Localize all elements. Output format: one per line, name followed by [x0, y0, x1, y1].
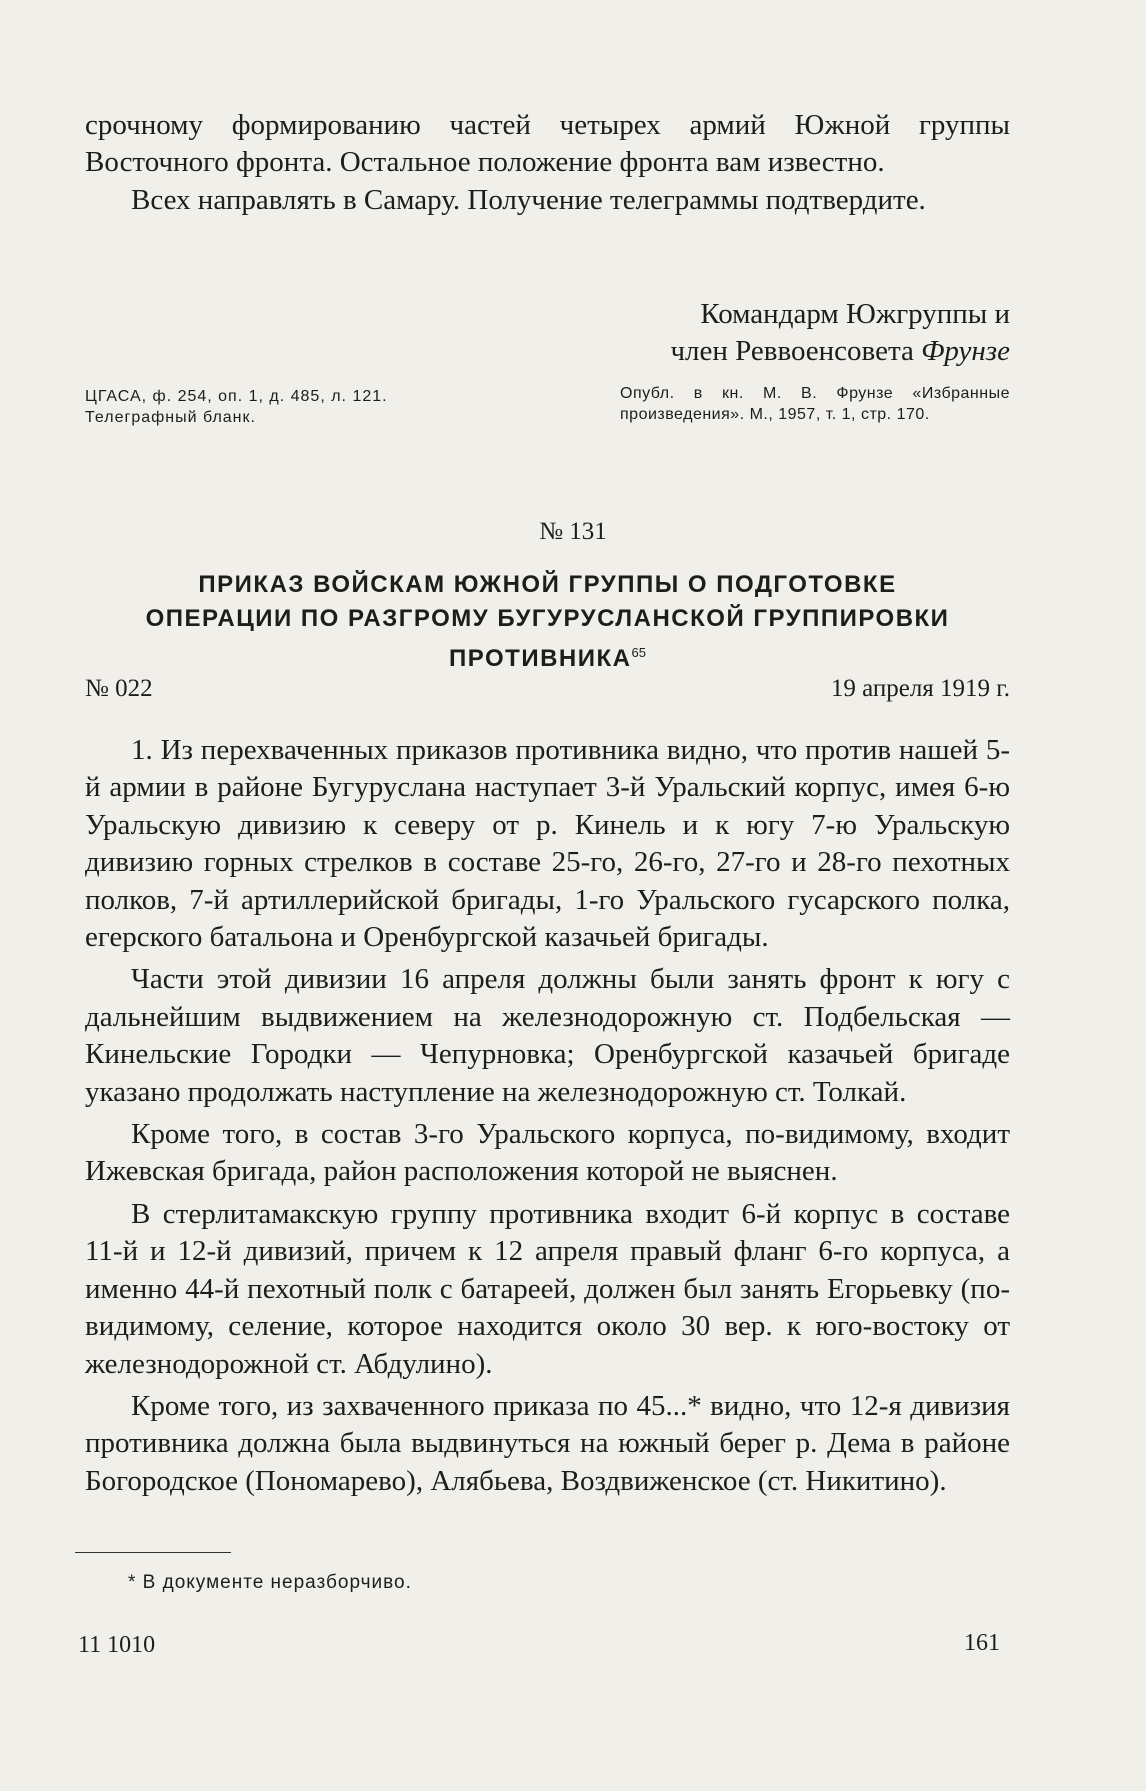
paragraph: В стерлитамакскую группу противника входит 6-й корпус в составе 11-й и 12-й дивизий, причем к 12 апреля правый фланг 6-го корпуса, а именно 44-й пехотный полк с батареей, должен был занять Егорьевку (по-видимому, селение, которое находится около 30 вер. к юго-востоку от железнодорожной ст. Абдулино). — [85, 1197, 1010, 1380]
top-text — [85, 107, 1010, 219]
signature-name: Фрунзе — [921, 335, 1010, 367]
signature-line-1: Командарм Южгруппы и — [700, 298, 1010, 330]
signature-title: член Реввоенсовета — [670, 335, 914, 367]
title-line-1: ПРИКАЗ ВОЙСКАМ ЮЖНОЙ ГРУППЫ О ПОДГОТОВКЕ — [198, 571, 897, 598]
order-body — [85, 732, 1010, 1505]
publication-reference: Опубл. в кн. М. В. Фрунзе «Избранные произведения». М., 1957, т. 1, стр. 170. — [620, 385, 1010, 423]
archive-reference-line-1: ЦГАСА, ф. 254, оп. 1, д. 485, л. 121. — [85, 388, 388, 405]
archive-reference-line-2: Телеграфный бланк. — [85, 409, 256, 426]
order-date: 19 апреля 1919 г. — [830, 675, 1010, 702]
paragraph: Всех направлять в Самару. Получение телеграммы подтвердите. — [131, 183, 926, 216]
signature-line-2 — [670, 333, 1010, 370]
paragraph: Кроме того, из захваченного приказа по 45...* видно, что 12-я дивизия противника должна была выдвинуться на южный берег р. Дема в районе Богородское (Пономарево), Алябьева, Воздвиженское (ст. Никитино). — [85, 1389, 1010, 1497]
title-line-3 — [85, 636, 1010, 676]
signature-block — [670, 296, 1010, 370]
paragraph: Части этой дивизии 16 апреля должны были занять фронт к югу с дальнейшим выдвижением на железнодорожную ст. Подбельская — Кинельские Городки — Чепурновка; Оренбургской казачьей бригаде указано продолжать наступление на железнодорожную ст. Толкай. — [85, 963, 1010, 1108]
page-number: 161 — [964, 1630, 1000, 1656]
signature-mark: 11 1010 — [78, 1632, 156, 1658]
endnote-reference: 65 — [631, 645, 646, 660]
paragraph: 1. Из перехваченных приказов противника видно, что против нашей 5-й армии в районе Бугуруслана наступает 3-й Уральский корпус, имея 6-ю Уральскую дивизию к северу от р. Кинель и к югу 7-ю Уральскую дивизию горных стрелков в составе 25-го, 26-го, 27-го и 28-го пехотных полков, 7-й артиллерийской бригады, 1-го Уральского гусарского полка, егерского батальона и Оренбургской казачьей бригады. — [85, 734, 1010, 954]
archive-reference — [85, 386, 388, 428]
title-line-3-text: ПРОТИВНИКА — [449, 645, 632, 672]
paragraph: срочному формированию частей четырех армий Южной группы Восточного фронта. Остальное положение фронта вам известно. — [85, 109, 1010, 179]
footnote: * В документе неразборчиво. — [128, 1572, 412, 1593]
order-number: № 022 — [85, 675, 153, 702]
paragraph: Кроме того, в состав 3-го Уральского корпуса, по-видимому, входит Ижевская бригада, район расположения которой не выяснен. — [85, 1118, 1010, 1188]
document-number: № 131 — [539, 518, 607, 545]
document-title — [85, 568, 1010, 676]
title-line-2: ОПЕРАЦИИ ПО РАЗГРОМУ БУГУРУСЛАНСКОЙ ГРУППИРОВКИ — [145, 605, 950, 632]
order-header — [85, 675, 1010, 703]
footnote-divider — [75, 1552, 231, 1553]
